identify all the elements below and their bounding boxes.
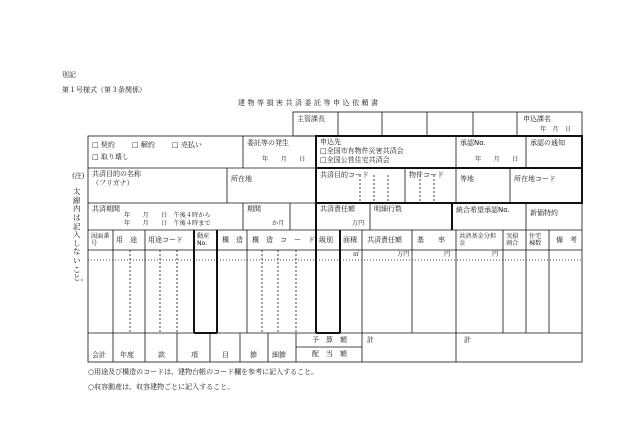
approval-notice-label: 承認の通知 — [530, 139, 565, 147]
col-fund-share: 共済基金分担金 — [459, 233, 497, 248]
budget-subitem: 目 — [222, 351, 229, 359]
budget-subclause: 細節 — [272, 351, 286, 359]
col-remarks: 備 考 — [556, 236, 577, 244]
allotted-amount-label: 配 当 額 — [312, 350, 347, 358]
property-code-label: 物件コード — [409, 171, 444, 179]
destination-option-1[interactable]: □全国市有物件災害共済会 — [320, 147, 404, 155]
col-drawing-no: 図面番号 — [91, 233, 110, 248]
col-structure: 構 造 — [222, 236, 243, 244]
budget-amount-label: 予 算 額 — [312, 336, 347, 344]
budget-fiscal-year: 年度 — [120, 351, 134, 359]
vertical-note: 太線内は記入しないこと。 — [73, 187, 88, 283]
period-label: 共済期間 — [92, 205, 120, 213]
note-line-2: ○収容動産は、収容建物ごとに記入すること。 — [88, 383, 235, 391]
target-name-label: 共済目的の名称 — [92, 170, 141, 178]
annex-label: 別記 — [62, 71, 76, 79]
check-contract[interactable]: □ 契約 — [92, 141, 115, 149]
target-code-label: 共済目的コード — [320, 171, 369, 179]
check-demolish[interactable]: □ 取り壊し — [92, 153, 129, 161]
occurrence-date: 年 月 日 — [262, 156, 306, 163]
budget-accounting: 会計 — [92, 351, 106, 359]
liability-unit: 万円 — [352, 220, 365, 227]
col-usage-code: 用途コード — [148, 236, 183, 244]
term-label: 期間 — [247, 205, 261, 213]
liability-label: 共済責任額 — [320, 205, 355, 213]
approval-no-label: 承認No. — [460, 139, 486, 147]
target-name-kana: （フリガナ） — [92, 179, 134, 187]
col-liability: 共済責任額 — [367, 236, 402, 244]
budget-clause: 節 — [250, 351, 257, 359]
check-cancel[interactable]: □ 解約 — [132, 141, 155, 149]
applicant-dept-label: 申込課名 — [523, 115, 551, 123]
occurrence-label: 委託等の発生 — [247, 139, 289, 147]
approval-date: 年 月 日 — [475, 156, 519, 163]
consolidated-no-label: 統合希望承認No. — [456, 206, 510, 214]
col-movable-no: 動産No. — [197, 233, 210, 248]
col-area: 面積 — [343, 236, 357, 244]
note-line-1: ○用途及び構造のコードは、建物台帳のコード欄を参考に記入すること。 — [88, 368, 319, 376]
form-title: 建物等損害共済委託等申込依頼書 — [238, 99, 381, 107]
unit-fund-share: 円 — [492, 251, 499, 258]
form-number: 第１号様式（第３条関係） — [62, 86, 146, 94]
term-unit: か月 — [272, 220, 285, 227]
budget-section: 款 — [158, 351, 165, 359]
destination-option-2[interactable]: □全国公営住宅共済会 — [320, 156, 390, 164]
place-grade-label: 等地 — [460, 175, 474, 183]
check-sale[interactable]: □ 売払い — [172, 141, 202, 149]
col-grade: 級別 — [319, 236, 333, 244]
col-structure-code: 構 造 コ ー ド — [252, 236, 315, 244]
col-house-count: 住宅棟数 — [529, 233, 542, 248]
applicant-date: 年 月 日 — [540, 126, 571, 133]
period-from: 年 月 日 午後４時から — [124, 212, 211, 219]
unit-area: ㎡ — [353, 251, 360, 258]
supervisor-label: 主管課長 — [297, 115, 325, 123]
col-base-rate: 基 率 — [417, 236, 445, 244]
new-value-special-label: 新価特約 — [530, 209, 558, 217]
note-mark: (注) — [72, 172, 85, 180]
period-to: 年 月 日 午後４時まで — [124, 220, 211, 227]
total-label-2: 計 — [464, 336, 471, 344]
unit-base-rate: 円 — [444, 251, 451, 258]
location-code-label: 所在地コード — [514, 175, 556, 183]
unit-liability: 万円 — [397, 251, 410, 258]
col-usage: 用 途 — [116, 236, 137, 244]
col-loss-ratio: 実損割合 — [506, 233, 519, 248]
total-label-1: 計 — [367, 336, 374, 344]
detail-rows-label: 明細行数 — [374, 205, 402, 213]
location-label: 所在地 — [231, 175, 252, 183]
budget-item: 項 — [191, 351, 198, 359]
destination-label: 申込先 — [320, 138, 341, 146]
